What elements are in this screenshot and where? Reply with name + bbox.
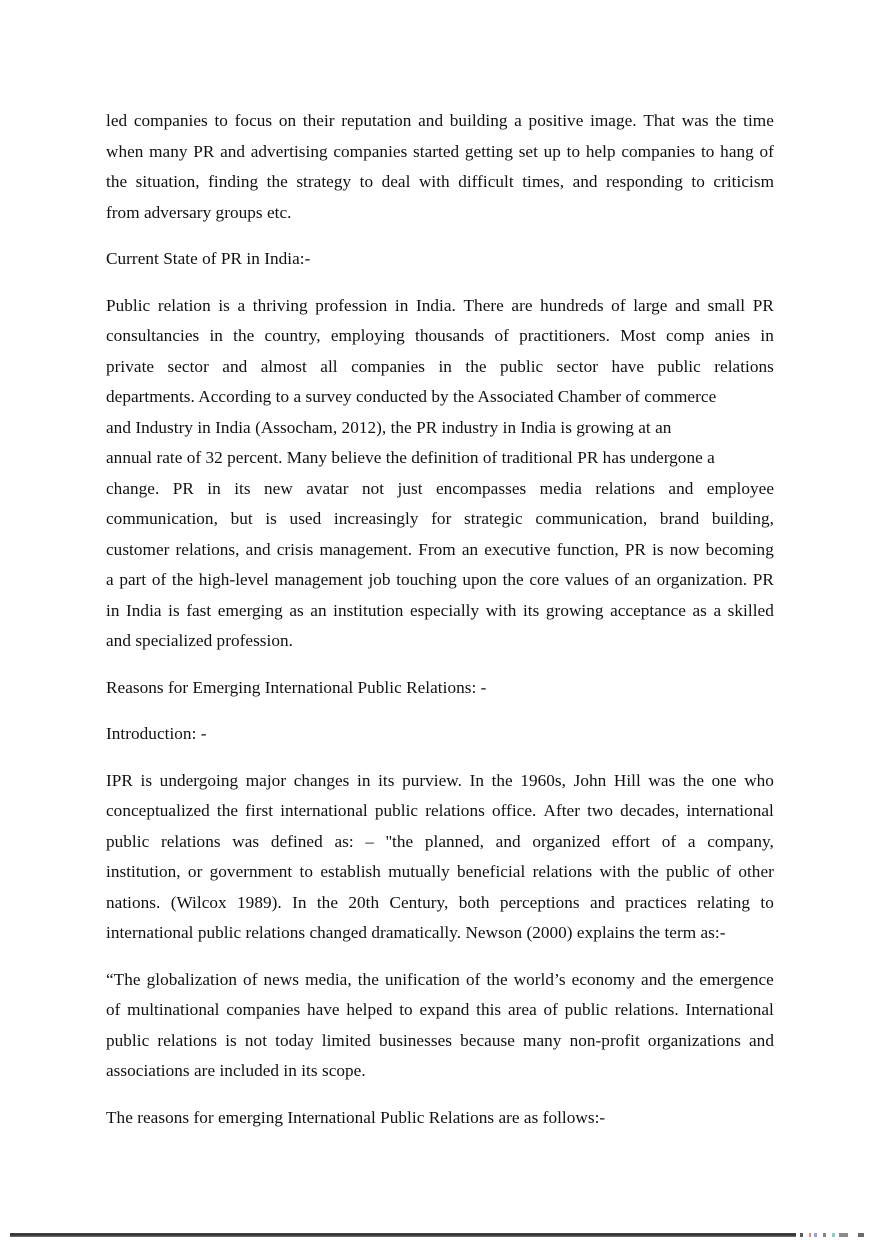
text-line: Introduction: - — [106, 724, 207, 743]
scan-edge-artifacts — [800, 1233, 870, 1237]
text-line: international public relations changed dramatically. Newson (2000) explains the term as:- — [106, 923, 726, 942]
text-line: customer relations, and crisis management. From an executive function, PR is now becoming — [106, 539, 774, 559]
text-line: IPR is undergoing major changes in its purview. In the 1960s, John Hill was the one who — [106, 770, 774, 790]
text-line: associations are included in its scope. — [106, 1061, 366, 1080]
body-paragraph — [106, 106, 774, 228]
body-paragraph — [106, 766, 774, 949]
scan-edge-rule — [10, 1233, 796, 1237]
text-line: Reasons for Emerging International Public Relations: - — [106, 677, 487, 697]
text-line: the situation, finding the strategy to deal with difficult times, and responding to criticism — [106, 172, 774, 191]
text-line: change. PR in its new avatar not just encompasses media relations and employee — [106, 478, 774, 498]
text-line: communication, but is used increasingly for strategic communication, brand building, — [106, 509, 774, 528]
text-line: and Industry in India (Assocham, 2012), the PR industry in India is growing at an — [106, 417, 672, 437]
text-line: of multinational companies have helped to expand this area of public relations. International — [106, 1000, 774, 1019]
text-line: “The globalization of news media, the unification of the world’s economy and the emergence — [106, 969, 774, 989]
text-line: in India is fast emerging as an institution especially with its growing acceptance as a skilled — [106, 600, 774, 620]
text-line: public relations is not today limited businesses because many non-profit organizations and — [106, 1030, 774, 1050]
body-paragraph — [106, 965, 774, 1087]
text-line: institution, or government to establish mutually beneficial relations with the public of other — [106, 862, 774, 881]
document-text-column — [106, 106, 774, 1133]
text-line: conceptualized the first international public relations office. After two decades, international — [106, 801, 774, 820]
body-paragraph — [106, 1103, 774, 1134]
text-line: and specialized profession. — [106, 631, 294, 650]
text-line: when many PR and advertising companies started getting set up to help companies to hang of — [106, 141, 774, 161]
text-line: private sector and almost all companies in the public sector have public relations — [106, 356, 774, 376]
text-line: led companies to focus on their reputation and building a positive image. That was the time — [106, 111, 774, 130]
section-heading — [106, 244, 774, 275]
text-line: departments. According to a survey conducted by the Associated Chamber of commerce — [106, 387, 717, 406]
text-line: Current State of PR in India:- — [106, 249, 311, 268]
section-heading — [106, 719, 774, 750]
section-heading — [106, 673, 774, 704]
text-line: annual rate of 32 percent. Many believe the definition of traditional PR has undergone a — [106, 448, 715, 467]
text-line: public relations was defined as: – ''the planned, and organized effort of a company, — [106, 831, 774, 851]
body-paragraph — [106, 291, 774, 657]
text-line: nations. (Wilcox 1989). In the 20th Century, both perceptions and practices relating to — [106, 892, 774, 912]
text-line: Public relation is a thriving profession in India. There are hundreds of large and small PR — [106, 295, 774, 315]
text-line: consultancies in the country, employing thousands of practitioners. Most comp anies in — [106, 326, 774, 345]
text-line: a part of the high-level management job touching upon the core values of an organization. PR — [106, 570, 774, 589]
text-line: The reasons for emerging International Public Relations are as follows:- — [106, 1107, 606, 1127]
text-line: from adversary groups etc. — [106, 202, 292, 222]
